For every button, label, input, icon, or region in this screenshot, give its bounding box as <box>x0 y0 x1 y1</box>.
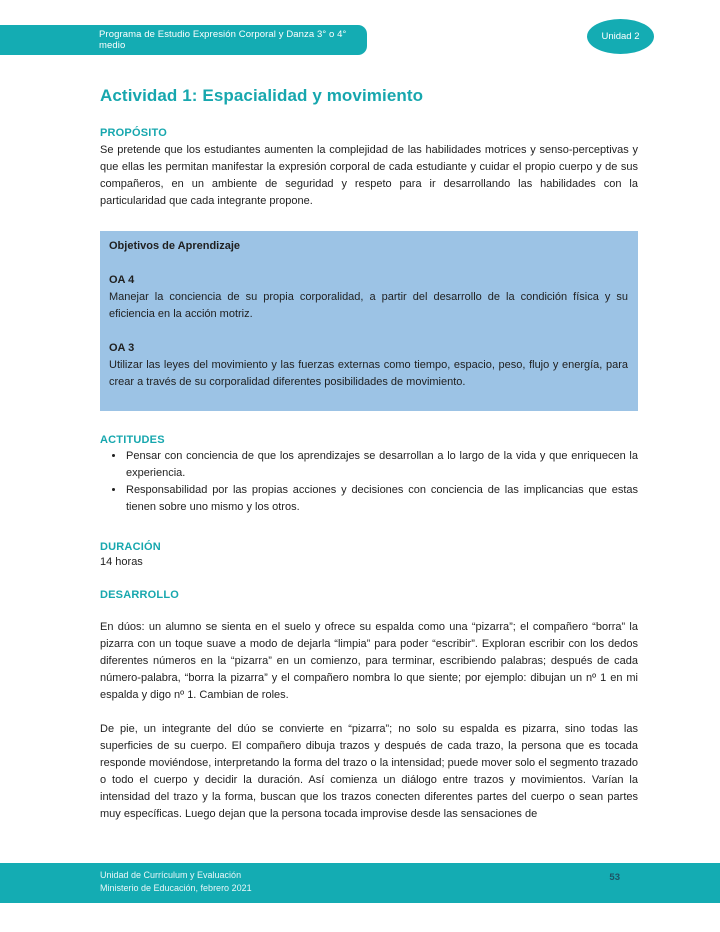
footer-line-1: Unidad de Currículum y Evaluación <box>100 870 242 880</box>
page-content <box>100 86 638 823</box>
actitudes-bullet-1: • Pensar con conciencia de que los aprendizajes se desarrollan a lo largo de la vida y que enriquecen la experiencia. <box>125 448 638 482</box>
actitudes-heading: ACTITUDES <box>100 434 165 446</box>
desarrollo-heading: DESARROLLO <box>100 589 179 601</box>
oa3-code: OA 3 <box>109 342 135 354</box>
actitudes-list <box>100 448 638 516</box>
desarrollo-paragraph-1: En dúos: un alumno se sienta en el suelo y ofrece su espalda como una “pizarra”; el compañero “borra” la pizarra con un toque suave a modo de dejarla “limpia” para poder “escribir”. Exploran escribir con los dedos diferentes números en la “pizarra” en un comienzo, para terminar, escribiendo palabras; después de cada número-palabra, “borra la pizarra” y el compañero nombra lo que siente; por ejemplo: dibujan un nº 1 en mi espalda y digo nº 1. Cambian de roles. <box>100 621 638 701</box>
footer-text <box>100 869 252 895</box>
proposito-heading: PROPÓSITO <box>100 127 167 139</box>
footer-line-2: Ministerio de Educación, febrero 2021 <box>100 883 252 893</box>
footer-band <box>0 863 720 903</box>
actitudes-bullet-2: • Responsabilidad por las propias acciones y decisiones con conciencia de las implicancias que estas tienen sobre uno mismo y los otros. <box>125 482 638 516</box>
objectives-box <box>100 231 638 411</box>
oa4-code: OA 4 <box>109 274 135 286</box>
page-title: Actividad 1: Espacialidad y movimiento <box>100 86 424 105</box>
oa4-text: Manejar la conciencia de su propia corporalidad, a partir del desarrollo de la condición física y su eficiencia en la acción motriz. <box>109 291 628 320</box>
duracion-value: 14 horas <box>100 556 143 568</box>
proposito-paragraph: Se pretende que los estudiantes aumenten la complejidad de las habilidades motrices y senso-perceptivas y que ellas les permitan manifestar la expresión corporal de cada estudiante y cuidar el propio cuerpo y de sus compañeros, en un ambiente de seguridad y respeto para ir desarrollando las habilidades con la particularidad que cada integrante propone. <box>100 144 638 207</box>
desarrollo-paragraph-2: De pie, un integrante del dúo se convierte en “pizarra”; no solo su espalda es pizarra, sino todas las superficies de su cuerpo. El compañero dibuja trazos y después de cada trazo, la persona que es tocada responde moviéndose, interpretando la forma del trazo o la intensidad; puede mover solo el segmento trazado o todo el cuerpo y decidir la duración. Así comienza un diálogo entre trazos y movimientos. Varían la intensidad del trazo y la forma, buscan que los trazos conecten diferentes partes del cuerpo o sean partes muy específicas. Luego dejan que la persona tocada improvise desde las sensaciones de <box>100 723 638 820</box>
unit-badge <box>587 19 654 54</box>
oa3-text: Utilizar las leyes del movimiento y las fuerzas externas como tiempo, espacio, peso, flujo y energía, para crear a través de su corporalidad diferentes posibilidades de movimiento. <box>109 359 628 388</box>
objectives-box-heading: Objetivos de Aprendizaje <box>109 240 241 252</box>
program-ribbon <box>0 25 367 55</box>
unit-badge-label: Unidad 2 <box>601 31 640 42</box>
program-ribbon-label: Programa de Estudio Expresión Corporal y Danza 3° o 4° medio <box>99 29 347 51</box>
duracion-heading: DURACIÓN <box>100 541 161 553</box>
page-number: 53 <box>609 872 620 883</box>
